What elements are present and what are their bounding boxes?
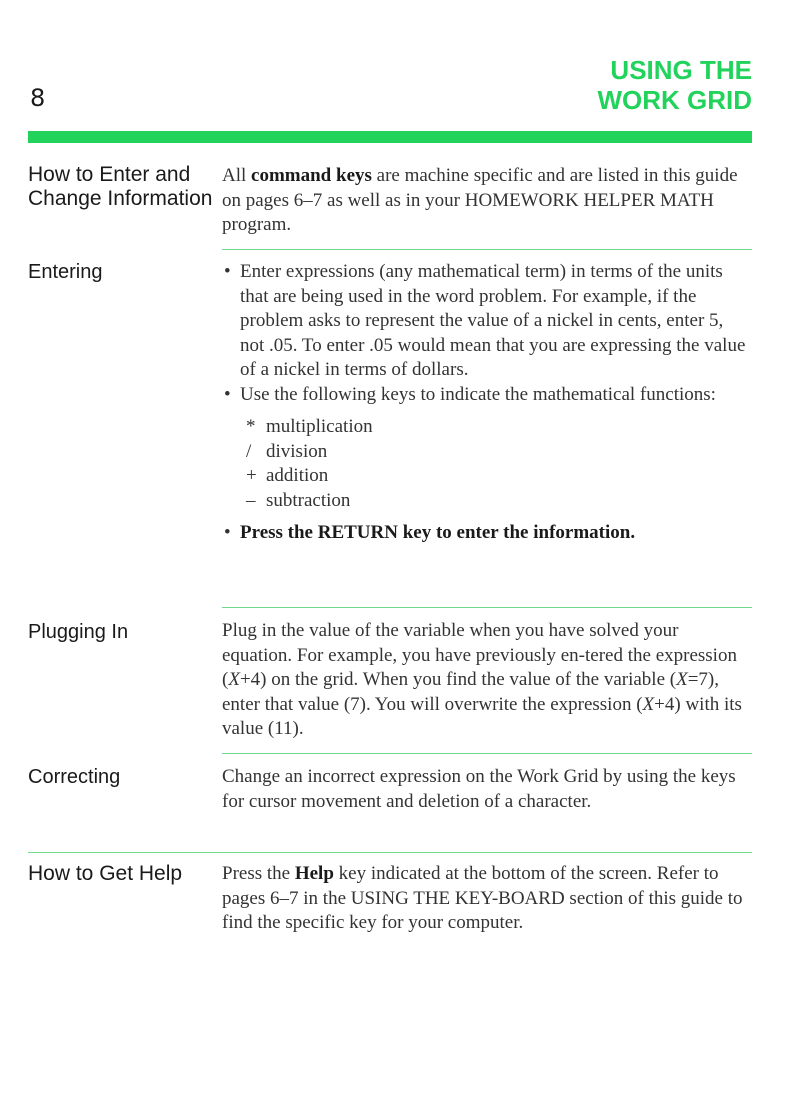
section-divider bbox=[28, 852, 752, 853]
chapter-title-line1: USING THE bbox=[610, 55, 752, 85]
correcting-text: Change an incorrect expression on the Work Grid by using the keys for cursor movement and deletion of a character. bbox=[222, 766, 736, 812]
command-keys-term: command keys bbox=[251, 165, 372, 186]
plugging-in-text: Plug in the value of the variable when you have solved your equation. For example, you have previously en-tered the expression (X+4) on the grid. When you find the value of the variable (X=7), enter that value (7). You will overwrite the expression (X+4) with its value (11). bbox=[222, 620, 742, 739]
list-item: • Press the RETURN key to enter the information. bbox=[222, 521, 752, 546]
entering-content bbox=[222, 260, 752, 546]
help-text: Press the Help key indicated at the bottom of the screen. Refer to pages 6–7 in the USING THE KEY-BOARD section of this guide to find the specific key for your computer. bbox=[222, 863, 743, 933]
page-number: 8 bbox=[30, 84, 46, 112]
enter-change-text: All command keys are machine specific and are listed in this guide on pages 6–7 as well as in your HOMEWORK HELPER MATH program. bbox=[222, 165, 738, 235]
subheading-entering: Entering bbox=[28, 261, 103, 283]
divider bbox=[222, 753, 752, 754]
chapter-title bbox=[597, 55, 752, 115]
divider bbox=[222, 607, 752, 608]
section-heading-help: How to Get Help bbox=[28, 862, 183, 885]
chapter-title-line2: WORK GRID bbox=[597, 85, 752, 115]
operator-item: + addition bbox=[246, 465, 329, 486]
operator-item: / division bbox=[246, 440, 328, 462]
entering-list-final bbox=[222, 521, 752, 546]
operator-item: * multiplication bbox=[246, 416, 373, 437]
entering-list bbox=[222, 260, 752, 407]
list-item: • Enter expressions (any mathematical term) in terms of the units that are being used in the word problem. For example, if the problem asks to represent the value of a nickel in cents, enter 5, not .05. To enter .05 would mean that you are expressing the value of a nickel in terms of dollars. bbox=[222, 260, 752, 383]
divider bbox=[222, 249, 752, 250]
subheading-plugging-in: Plugging In bbox=[28, 621, 129, 643]
help-key-term: Help bbox=[294, 863, 334, 884]
operator-list bbox=[246, 415, 752, 513]
header-rule bbox=[28, 131, 752, 143]
subheading-correcting: Correcting bbox=[28, 766, 121, 788]
list-item: • Use the following keys to indicate the mathematical functions: bbox=[222, 383, 752, 408]
section-heading-enter-change: How to Enter and Change Information bbox=[28, 163, 213, 210]
operator-item: – subtraction bbox=[246, 489, 351, 511]
